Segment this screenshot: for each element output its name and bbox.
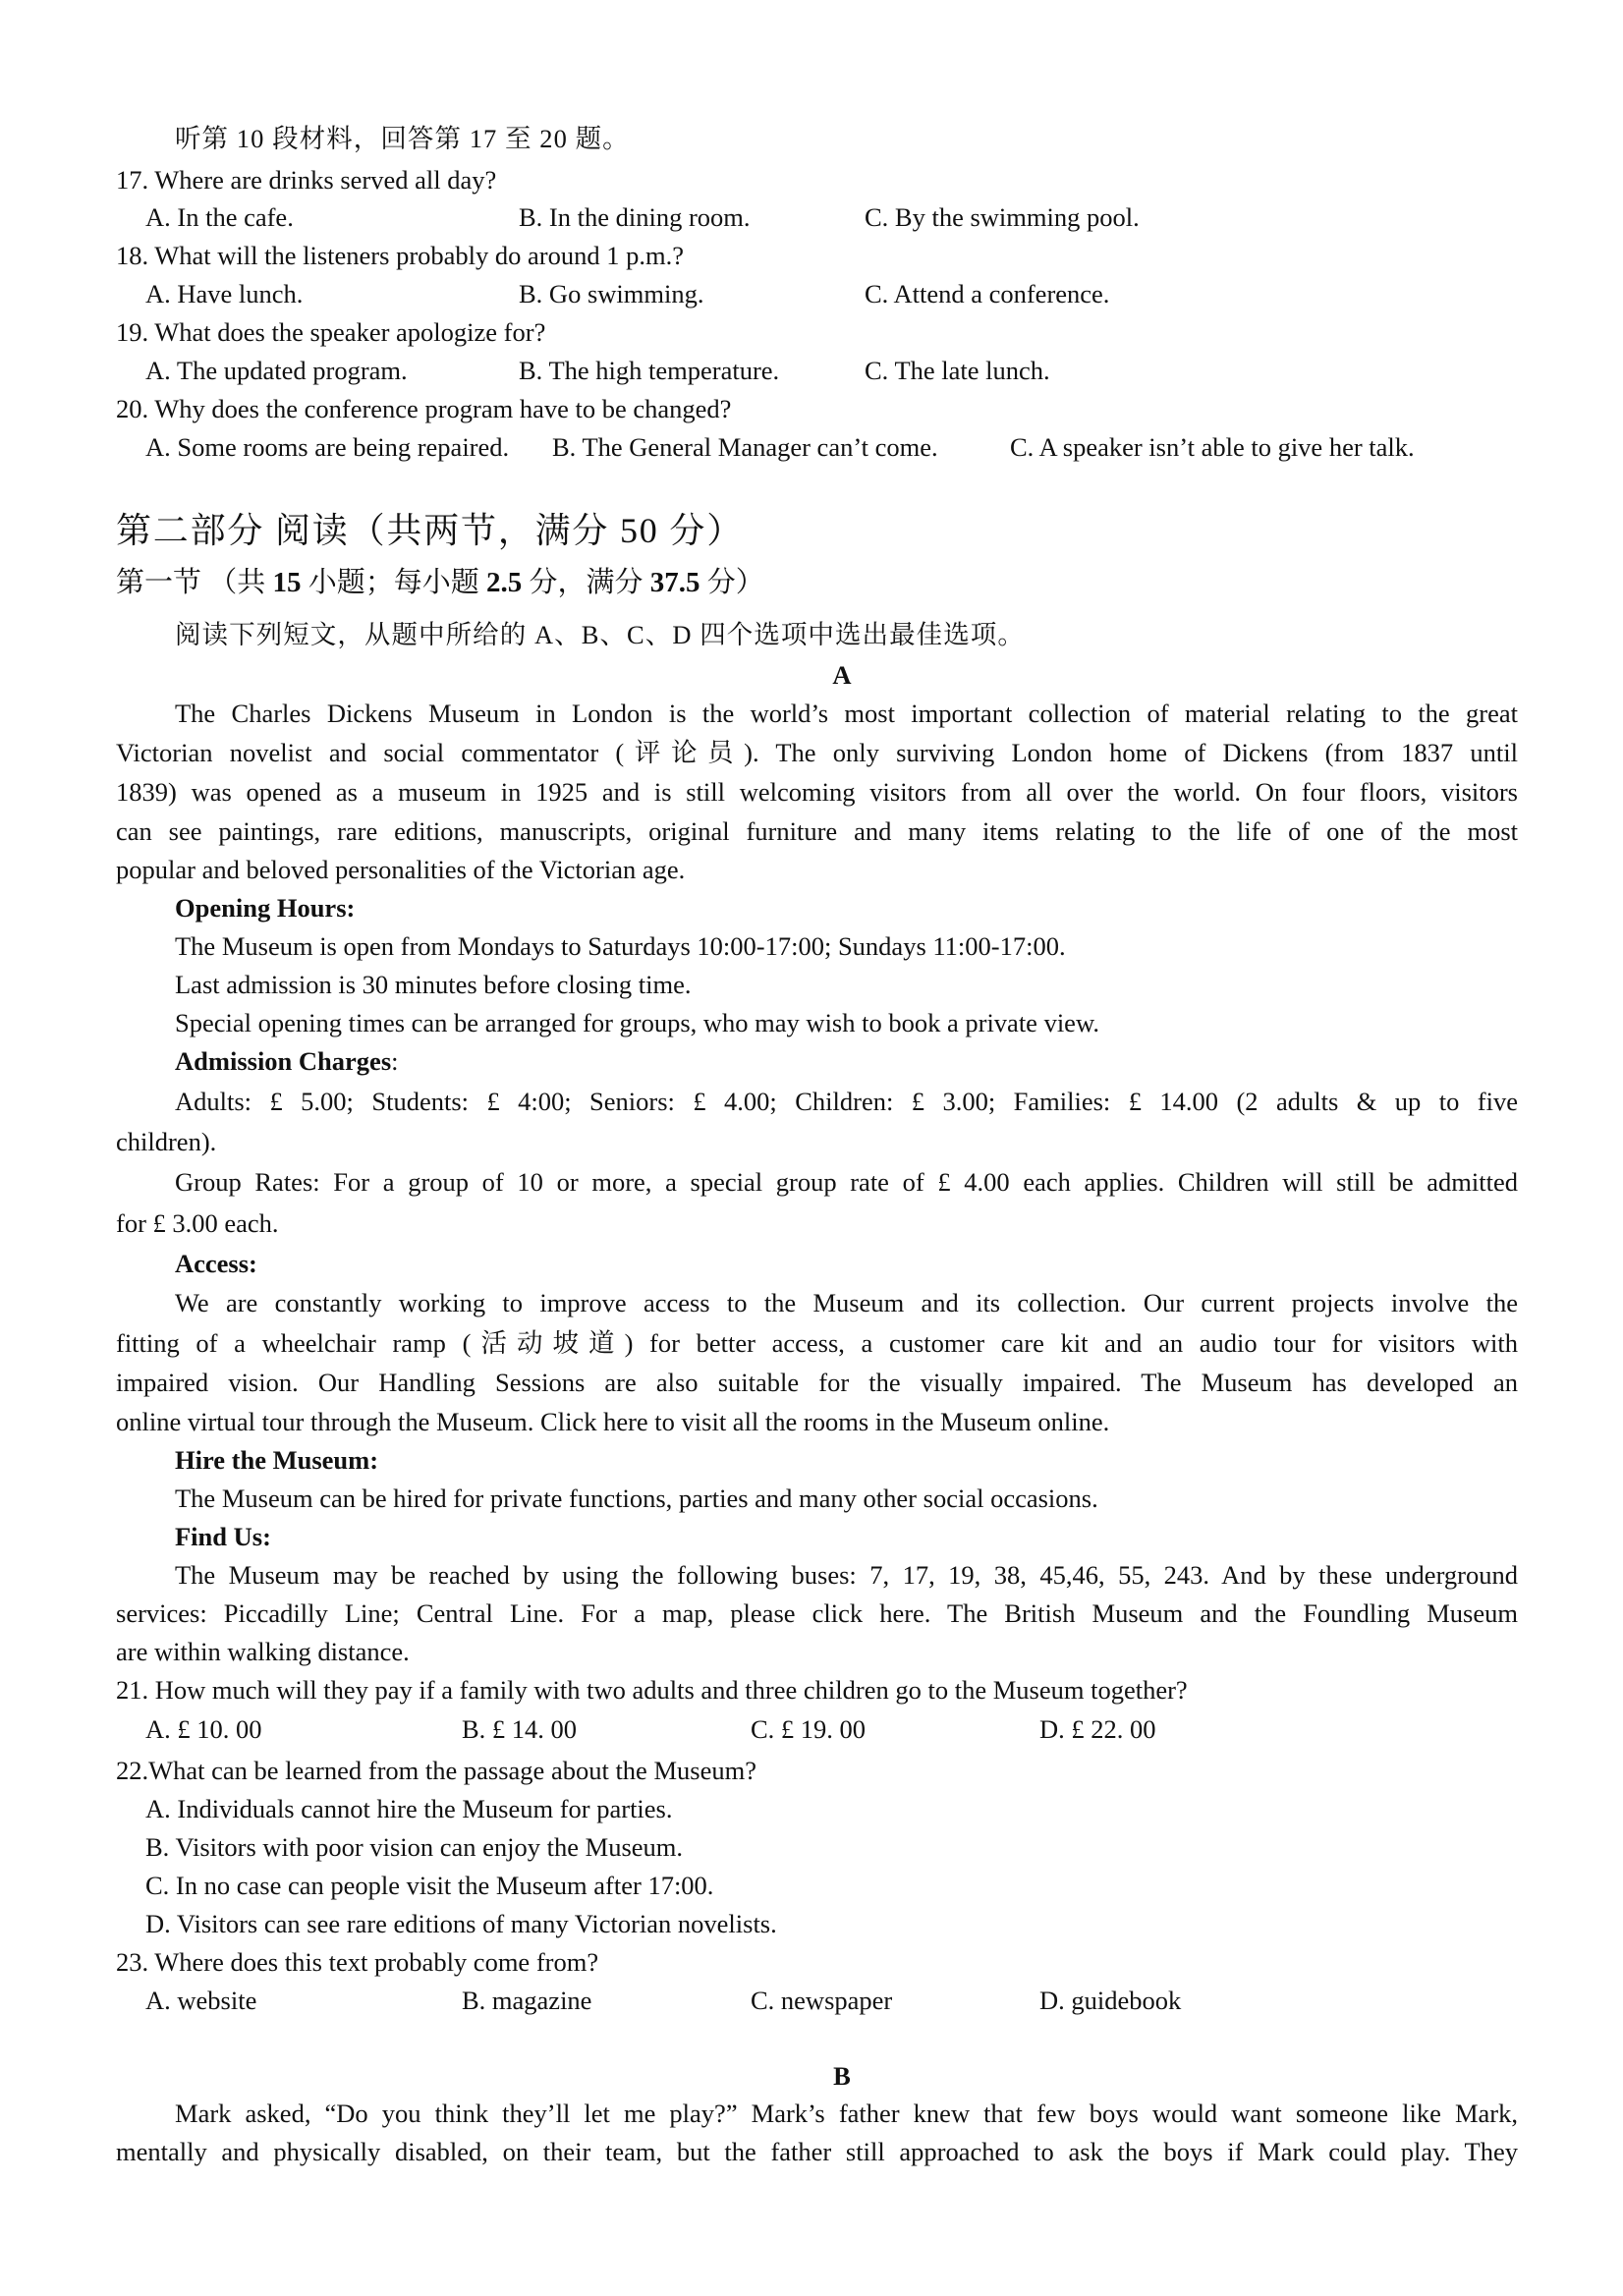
q18-stem: 18. What will the listeners probably do around 1 p.m.?: [116, 241, 684, 270]
section-one-title: 第一节 （共 15 小题；每小题 2.5 分，满分 37.5 分）: [116, 567, 764, 598]
q17-stem: 17. Where are drinks served all day?: [116, 165, 497, 195]
opening-hours-line: The Museum is open from Mondays to Saturdays 10:00-17:00; Sundays 11:00-17:00.: [175, 931, 1066, 961]
passage-a-line: can see paintings, rare editions, manuscripts, original furniture and many items relating to the life of one of the most: [116, 816, 1518, 846]
q23-option-d: D. guidebook: [1039, 1986, 1182, 2015]
q23-option-c: C. newspaper: [751, 1986, 893, 2015]
q20-stem: 20. Why does the conference program have to be changed?: [116, 394, 732, 423]
admission-line: children).: [116, 1127, 217, 1156]
opening-hours-line: Last admission is 30 minutes before closing time.: [175, 970, 692, 999]
find-us-line: The Museum may be reached by using the following buses: 7, 17, 19, 38, 45,46, 55, 243. And by these underground: [175, 1560, 1518, 1590]
q17-option-c: C. By the swimming pool.: [865, 202, 1140, 232]
q19-stem: 19. What does the speaker apologize for?: [116, 317, 546, 347]
passage-a-line: popular and beloved personalities of the Victorian age.: [116, 855, 686, 884]
q23-option-b: B. magazine: [462, 1986, 592, 2015]
opening-hours-line: Special opening times can be arranged for groups, who may wish to book a private view.: [175, 1008, 1099, 1037]
q20-option-b: B. The General Manager can’t come.: [552, 432, 938, 462]
q18-option-c: C. Attend a conference.: [865, 279, 1110, 308]
q20-option-c: C. A speaker isn’t able to give her talk.: [1010, 432, 1415, 462]
q17-option-a: A. In the cafe.: [145, 202, 294, 232]
passage-a-line: Victorian novelist and social commentator (评论员). The only surviving London home of Dickens (from 1837 until: [116, 738, 1518, 767]
access-line: impaired vision. Our Handling Sessions are also suitable for the visually impaired. The Museum has developed an: [116, 1368, 1518, 1397]
q22-option-b: B. Visitors with poor vision can enjoy the Museum.: [145, 1832, 684, 1862]
passage-a-label: A: [832, 660, 852, 690]
q19-option-b: B. The high temperature.: [519, 356, 780, 385]
admission-heading: Admission Charges:: [175, 1046, 399, 1076]
listening-intro: 听第 10 段材料，回答第 17 至 20 题。: [175, 124, 630, 153]
q19-option-c: C. The late lunch.: [865, 356, 1050, 385]
q18-option-b: B. Go swimming.: [519, 279, 704, 308]
q23-option-a: A. website: [145, 1986, 257, 2015]
q21-option-d: D. £ 22. 00: [1039, 1714, 1156, 1744]
admission-line: Adults: £ 5.00; Students: £ 4:00; Seniors: £ 4.00; Children: £ 3.00; Families: £ 14.00 (2 adults & up to five: [175, 1087, 1518, 1116]
access-line: fitting of a wheelchair ramp (活动坡道) for better access, a customer care kit and an audio tour for visitors with: [116, 1328, 1518, 1358]
q22-option-c: C. In no case can people visit the Museum after 17:00.: [145, 1871, 714, 1900]
q23-stem: 23. Where does this text probably come from?: [116, 1947, 599, 1977]
passage-b-label: B: [833, 2061, 851, 2091]
hire-line: The Museum can be hired for private functions, parties and many other social occasions.: [175, 1484, 1098, 1513]
access-heading: Access:: [175, 1249, 257, 1278]
find-us-line: services: Piccadilly Line; Central Line. For a map, please click here. The British Museum and the Foundling Museum: [116, 1598, 1518, 1628]
group-rates-line: for £ 3.00 each.: [116, 1208, 279, 1238]
passage-b-line: mentally and physically disabled, on their team, but the father still approached to ask the boys if Mark could play. They: [116, 2137, 1518, 2166]
opening-hours-heading: Opening Hours:: [175, 893, 356, 923]
hire-heading: Hire the Museum:: [175, 1445, 379, 1475]
passage-a-line: 1839) was opened as a museum in 1925 and is still welcoming visitors from all over the world. On four floors, visitors: [116, 777, 1518, 807]
part-two-title: 第二部分 阅读（共两节，满分 50 分）: [116, 511, 744, 550]
q21-option-c: C. £ 19. 00: [751, 1714, 867, 1744]
q22-stem: 22.What can be learned from the passage about the Museum?: [116, 1756, 756, 1785]
group-rates-line: Group Rates: For a group of 10 or more, a special group rate of £ 4.00 each applies. Children will still be admitted: [175, 1167, 1518, 1197]
q17-option-b: B. In the dining room.: [519, 202, 751, 232]
reading-instruction: 阅读下列短文，从题中所给的 A、B、C、D 四个选项中选出最佳选项。: [175, 620, 1025, 649]
q18-option-a: A. Have lunch.: [145, 279, 304, 308]
q21-option-a: A. £ 10. 00: [145, 1714, 262, 1744]
q21-option-b: B. £ 14. 00: [462, 1714, 578, 1744]
access-line: online virtual tour through the Museum. Click here to visit all the rooms in the Museum online.: [116, 1407, 1110, 1436]
q20-option-a: A. Some rooms are being repaired.: [145, 432, 510, 462]
find-us-line: are within walking distance.: [116, 1637, 410, 1666]
q22-option-d: D. Visitors can see rare editions of many Victorian novelists.: [145, 1909, 777, 1938]
passage-a-line: The Charles Dickens Museum in London is the world’s most important collection of material relating to the great: [175, 699, 1518, 728]
q19-option-a: A. The updated program.: [145, 356, 408, 385]
q21-stem: 21. How much will they pay if a family with two adults and three children go to the Museum together?: [116, 1675, 1188, 1705]
access-line: We are constantly working to improve access to the Museum and its collection. Our current projects involve the: [175, 1288, 1518, 1317]
q22-option-a: A. Individuals cannot hire the Museum for parties.: [145, 1794, 673, 1823]
passage-b-line: Mark asked, “Do you think they’ll let me play?” Mark’s father knew that few boys would want someone like Mark,: [175, 2099, 1518, 2128]
find-us-heading: Find Us:: [175, 1522, 271, 1551]
